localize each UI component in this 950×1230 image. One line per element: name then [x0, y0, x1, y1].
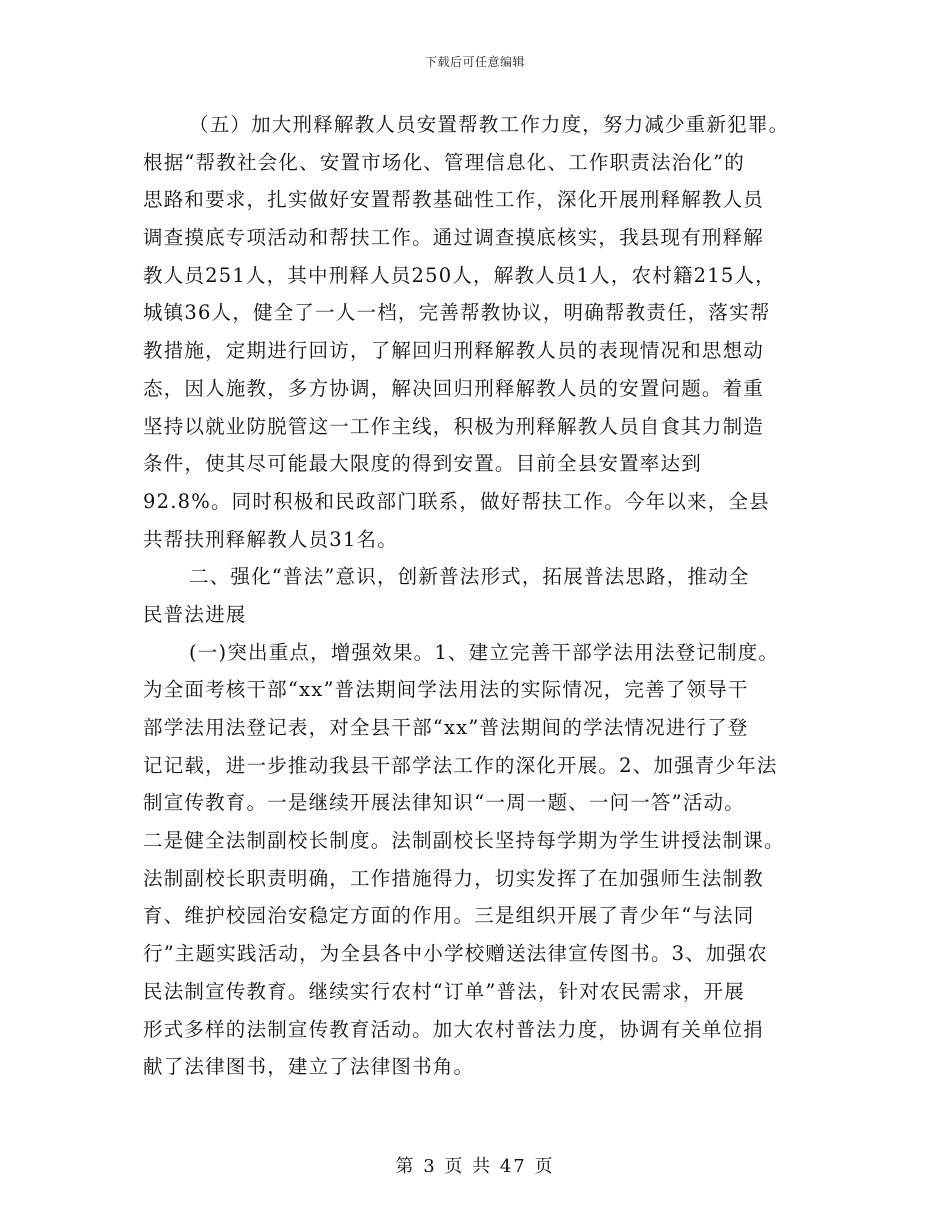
paragraph-line: 城镇36人，健全了一人一档，完善帮教协议，明确帮教责任，落实帮: [143, 301, 771, 325]
paragraph-line: 教人员251人，其中刑释人员250人，解教人员1人，农村籍215人，: [143, 263, 776, 287]
paragraph-line: 部学法用法登记表，对全县干部“xx”普法期间的学法情况进行了登: [143, 716, 749, 739]
paragraph-line: 坚持以就业防脱管这一工作主线，积极为刑释解教人员自食其力制造: [143, 414, 765, 438]
paragraph-line: 共帮扶刑释解教人员31名。: [143, 527, 398, 551]
paragraph-line: 记记载，进一步推动我县干部学法工作的深化开展。2、加强青少年法: [143, 753, 778, 777]
paragraph-line: 调查摸底专项活动和帮扶工作。通过调查摸底核实，我县现有刑释解: [143, 226, 765, 250]
paragraph-line: 献了法律图书，建立了法律图书角。: [143, 1055, 475, 1079]
paragraph-line: 条件，使其尽可能最大限度的得到安置。目前全县安置率达到: [143, 452, 702, 476]
paragraph-line: 根据“帮教社会化、安置市场化、管理信息化、工作职责法治化”的: [143, 150, 745, 174]
paragraph-line: 育、维护校园治安稳定方面的作用。三是组织开展了青少年“与法同: [143, 904, 755, 928]
paragraph-line: 为全面考核干部“xx”普法期间学法用法的实际情况，完善了领导干: [143, 678, 749, 702]
paragraph-line: 法制副校长职责明确，工作措施得力，切实发挥了在加强师生法制教: [143, 866, 765, 890]
document-body: [143, 106, 803, 1086]
paragraph-line: 教措施，定期进行回访，了解回归刑释解教人员的表现情况和思想动: [143, 339, 765, 363]
paragraph-line: 行”主题实践活动，为全县各中小学校赠送法律宣传图书。3、加强农: [143, 942, 769, 966]
section-heading-line: 民普法进展: [143, 602, 247, 626]
paragraph-line: (一)突出重点，增强效果。1、建立完善干部学法用法登记制度。: [189, 640, 780, 664]
paragraph-line: 思路和要求，扎实做好安置帮教基础性工作，深化开展刑释解教人员: [143, 188, 765, 212]
paragraph-line: 二是健全法制副校长制度。法制副校长坚持每学期为学生讲授法制课。: [143, 829, 785, 853]
section-heading-line: 二、强化“普法”意识，创新普法形式，拓展普法思路，推动全: [189, 565, 750, 589]
page-number: 第 3 页 共 47 页: [395, 1156, 555, 1177]
paragraph-line: 制宣传教育。一是继续开展法律知识“一周一题、一问一答”活动。: [143, 791, 745, 815]
paragraph-line: （五）加大刑释解教人员安置帮教工作力度，努力减少重新犯罪。: [189, 113, 790, 136]
paragraph-line: 92.8%。同时积极和民政部门联系，做好帮扶工作。今年以来，全县: [143, 489, 770, 513]
paragraph-line: 形式多样的法制宣传教育活动。加大农村普法力度，协调有关单位捐: [143, 1017, 765, 1041]
page-header: 下载后可任意编辑: [424, 55, 525, 69]
paragraph-line: 态，因人施教，多方协调，解决回归刑释解教人员的安置问题。着重: [143, 376, 765, 400]
paragraph-line: 民法制宣传教育。继续实行农村“订单”普法，针对农民需求，开展: [143, 979, 745, 1003]
